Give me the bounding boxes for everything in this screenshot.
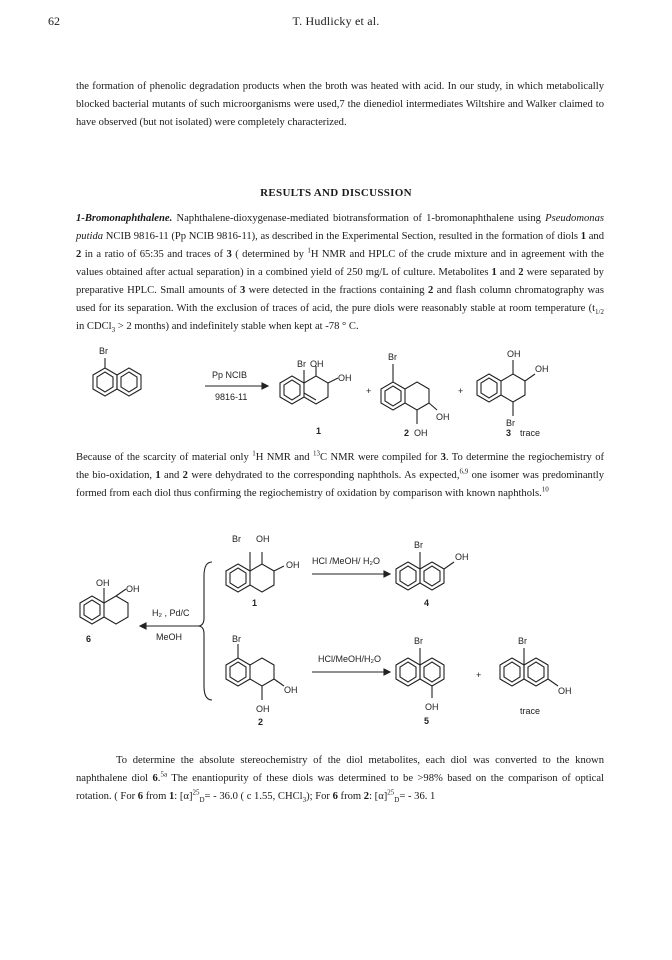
stereochemistry-paragraph (76, 752, 604, 806)
superscript: 6,9 (459, 467, 469, 476)
text-run: and flash column chromatography was used for its separation. With the exclusion of traces of acid, the pure diols were reasonably stable at room temperature (t (76, 285, 605, 314)
compound-number: 6 (86, 634, 92, 644)
oh-label: OH (535, 364, 549, 374)
text-run: = - 36. 1 (399, 791, 436, 802)
text-run: = - 36.0 ( c 1.55, CHCl (204, 791, 303, 802)
text-run: > 2 months) and indefinitely stable when kept at -78 ° C. (115, 321, 359, 332)
br-label: Br (506, 418, 515, 428)
text-run: in a ratio of 65:35 and traces of (81, 249, 227, 260)
superscript: 25 (387, 788, 395, 797)
section-heading: RESULTS AND DISCUSSION (260, 187, 412, 199)
structure-diol-1 (226, 534, 300, 608)
compound-number: 2 (404, 428, 410, 438)
compound-ref: 1 (491, 267, 497, 278)
brace (198, 562, 212, 700)
compound-ref: 2 (363, 791, 370, 802)
compound-number: 4 (424, 598, 430, 608)
reaction-arrow-hydrogenation (140, 608, 198, 642)
text-run: To determine the absolute stereochemistry of the diol metabolites, each diol was converted to the known naphthalene diol (76, 755, 604, 784)
subscript: 3 (302, 796, 307, 805)
oh-label: OH (286, 560, 300, 570)
plus-sign: + (476, 670, 482, 680)
subscript: D (199, 796, 205, 805)
br-label: Br (232, 534, 241, 544)
scheme-dehydration (0, 526, 672, 746)
oh-label: OH (96, 578, 110, 588)
subscript: D (394, 796, 400, 805)
compound-ref: 3 (239, 285, 246, 296)
text-run: Naphthalene-dioxygenase-mediated biotransformation of 1-bromonaphthalene using (172, 213, 546, 224)
text-run: Because of the scarcity of material only (76, 452, 253, 463)
plus-sign: + (366, 386, 372, 396)
text-run: in CDCl (76, 321, 112, 332)
structure-diol-6 (80, 578, 140, 644)
regiochemistry-paragraph (76, 449, 604, 503)
oh-label: OH (558, 686, 572, 696)
reagent-label: HCl/MeOH/H₂O (318, 654, 381, 664)
trace-label: trace (520, 428, 541, 438)
br-label: Br (414, 540, 423, 550)
reaction-arrow-1 (205, 370, 268, 402)
reagent-label: H₂ , Pd/C (152, 608, 190, 618)
text-run: ( determined by (231, 249, 308, 260)
reagent-label: MeOH (156, 632, 183, 642)
text-run: The enantiopurity of these diols was determined to be >98% based on the comparison of optical rotation. ( For (76, 773, 604, 802)
br-label: Br (518, 636, 527, 646)
superscript: 25 (192, 788, 200, 797)
scheme-biotransformation (0, 340, 672, 445)
compound-number: 5 (424, 716, 430, 726)
compound-number: 2 (258, 717, 264, 727)
scheme-1-svg (0, 340, 672, 440)
page-number: 62 (48, 14, 60, 28)
intro-paragraph: the formation of phenolic degradation products when the broth was heated with acid. In our study, in which metabolically blocked bacterial mutants of such microorganisms were used,7 the dienediol intermediates Wiltshire and Walker claimed to have observed (but not isolated) were completely characterized. (76, 81, 604, 128)
text-run: were separated by preparative HPLC. Small amounts of (76, 267, 604, 296)
organism-name: Pseudomonas putida (76, 213, 604, 242)
oh-label: OH (425, 702, 439, 712)
bromonaphthalene-paragraph (76, 210, 604, 336)
oh-label: OH (455, 552, 469, 562)
compound-ref: 2 (182, 470, 188, 481)
oh-label: OH (256, 704, 270, 714)
text-run: and (160, 470, 183, 481)
oh-label: OH (414, 428, 428, 438)
structure-diol-2 (226, 634, 298, 727)
superscript: 1 (252, 449, 256, 458)
superscript: 5a (160, 770, 168, 779)
superscript: 13 (312, 449, 320, 458)
compound-ref: 6 (137, 791, 144, 802)
compound-ref: 2 (76, 249, 82, 260)
compound-number: 1 (316, 426, 322, 436)
structure-diol-1 (280, 359, 352, 436)
superscript: 1 (307, 246, 311, 255)
text-run: . To determine the regiochemistry of the bio-oxidation, (76, 452, 605, 481)
running-head: T. Hudlicky et al. (292, 14, 380, 28)
text-run: C NMR were compiled for (319, 452, 441, 463)
text-run: : [α] (369, 791, 388, 802)
structure-diol-3 (477, 349, 549, 438)
br-label: Br (388, 352, 397, 362)
oh-label: OH (338, 373, 352, 383)
subscript: 3 (111, 326, 116, 335)
scheme-2-svg (0, 526, 672, 741)
br-label: Br (414, 636, 423, 646)
text-run: from (337, 791, 364, 802)
trace-label: trace (520, 706, 541, 716)
text-run: were detected in the fractions containing (245, 285, 429, 296)
compound-ref: 1 (580, 231, 587, 242)
text-run: : [α] (174, 791, 193, 802)
oh-label: OH (436, 412, 450, 422)
compound-ref: 2 (428, 285, 434, 296)
text-run: and (496, 267, 519, 278)
reagent-label: Pp NCIB (212, 370, 248, 380)
oh-label: OH (310, 359, 324, 369)
reaction-arrow-acid-2 (312, 654, 390, 675)
text-run: ); For (306, 791, 333, 802)
br-label: Br (297, 359, 306, 369)
oh-label: OH (507, 349, 521, 359)
structure-bromonaphthalene (93, 346, 141, 396)
text-run: from (143, 791, 169, 802)
oh-label: OH (284, 685, 298, 695)
plus-sign: + (458, 386, 464, 396)
text-run: . (157, 773, 161, 784)
compound-ref: 2 (518, 267, 524, 278)
lead-term: 1-Bromonaphthalene. (76, 213, 173, 224)
text-run: H NMR and HPLC of the crude mixture and in agreement with the values obtained after actual separation) in a combined yield of 250 mg/L of culture. Metabolites (76, 249, 604, 278)
text-run: NCIB 9816-11 (Pp NCIB 9816-11), as described in the Experimental Section, resulted in the formation of diols (103, 231, 581, 242)
superscript: 10 (541, 485, 549, 494)
br-label: Br (99, 346, 108, 356)
text-run: and (586, 231, 604, 242)
subscript: 1/2 (595, 308, 604, 317)
compound-ref: 3 (440, 452, 446, 463)
reaction-arrow-acid-1 (312, 556, 390, 577)
oh-label: OH (256, 534, 270, 544)
structure-naphthol-trace (500, 636, 572, 716)
structure-naphthol-5 (396, 636, 444, 726)
reagent-label: HCl /MeOH/ H₂O (312, 556, 380, 566)
br-label: Br (232, 634, 241, 644)
oh-label: OH (126, 584, 140, 594)
structure-naphthol-4 (396, 540, 469, 608)
compound-ref: 1 (168, 791, 175, 802)
text-run: H NMR and (255, 452, 313, 463)
text-run: were dehydrated to the corresponding naphthols. As expected, (187, 470, 460, 481)
compound-ref: 3 (226, 249, 232, 260)
compound-ref: 1 (155, 470, 161, 481)
compound-ref: 6 (152, 773, 158, 784)
reagent-label: 9816-11 (215, 392, 248, 402)
compound-ref: 6 (332, 791, 338, 802)
compound-number: 3 (506, 428, 512, 438)
structure-diol-2 (381, 352, 450, 438)
compound-number: 1 (252, 598, 258, 608)
text-run: one isomer was predominantly formed from each diol thus confirming the regiochemistry of oxidation by comparison with known naphthols. (76, 470, 605, 499)
